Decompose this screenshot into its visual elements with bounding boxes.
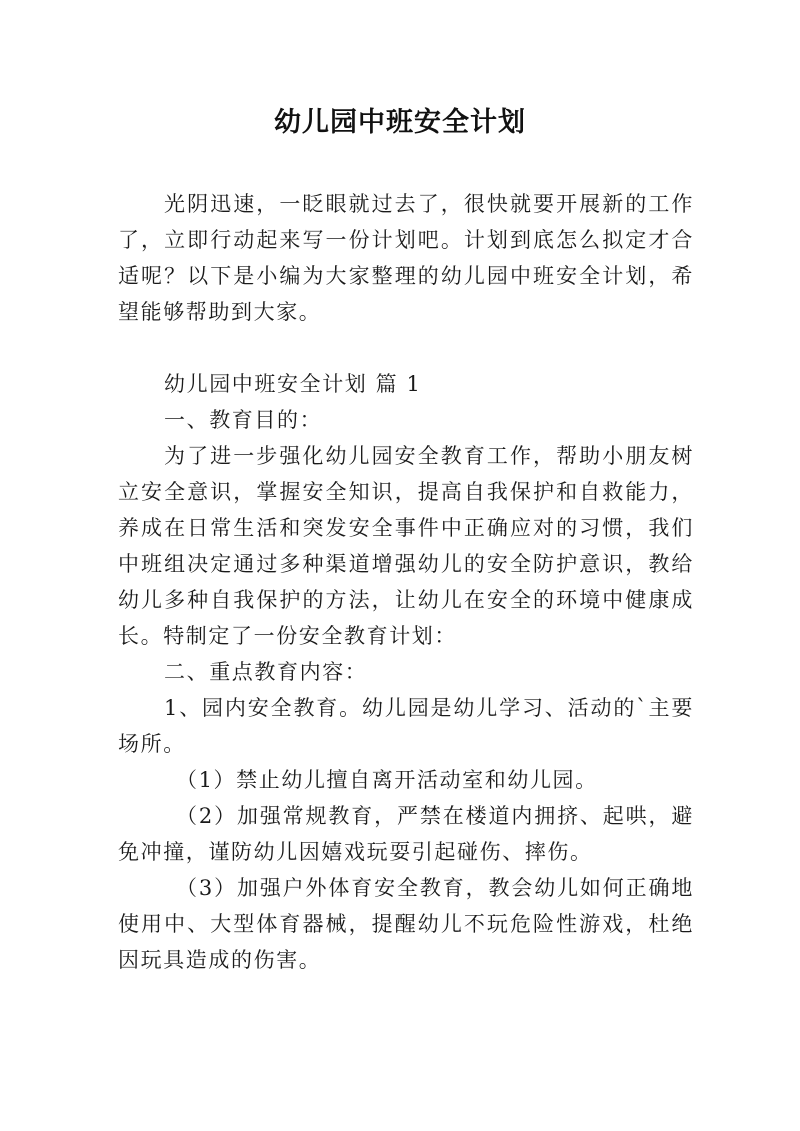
heading-key-content: 二、重点教育内容： (164, 660, 368, 684)
item-kindergarten-safety: 1、园内安全教育。幼儿园是幼儿学习、活动的`主要场所。 (118, 696, 694, 756)
spacer (118, 330, 694, 366)
intro-paragraph: 光阴迅速，一眨眼就过去了，很快就要开展新的工作了，立即行动起来写一份计划吧。计划到底怎么拟定才合适呢？以下是小编为大家整理的幼儿园中班安全计划，希望能够帮助到大家。 (118, 192, 694, 324)
document-title: 幼儿园中班安全计划 (274, 107, 526, 138)
section-title: 幼儿园中班安全计划 篇 1 (164, 372, 422, 396)
sub-item-1: （1）禁止幼儿擅自离开活动室和幼儿园。 (176, 768, 598, 792)
sub-item-3: （3）加强户外体育安全教育，教会幼儿如何正确地使用中、大型体育器械，提醒幼儿不玩危险性游戏，杜绝因玩具造成的伤害。 (118, 876, 694, 972)
heading-education-purpose: 一、教育目的： (164, 408, 323, 432)
sub-item-2: （2）加强常规教育，严禁在楼道内拥挤、起哄，避免冲撞，谨防幼儿因嬉戏玩耍引起碰伤、摔伤。 (118, 804, 694, 864)
paragraph-education-purpose: 为了进一步强化幼儿园安全教育工作，帮助小朋友树立安全意识，掌握安全知识，提高自我保护和自救能力，养成在日常生活和突发安全事件中正确应对的习惯，我们中班组决定通过多种渠道增强幼儿的安全防护意识，教给幼儿多种自我保护的方法，让幼儿在安全的环境中健康成长。特制定了一份安全教育计划： (118, 444, 694, 648)
document-body (118, 186, 694, 978)
